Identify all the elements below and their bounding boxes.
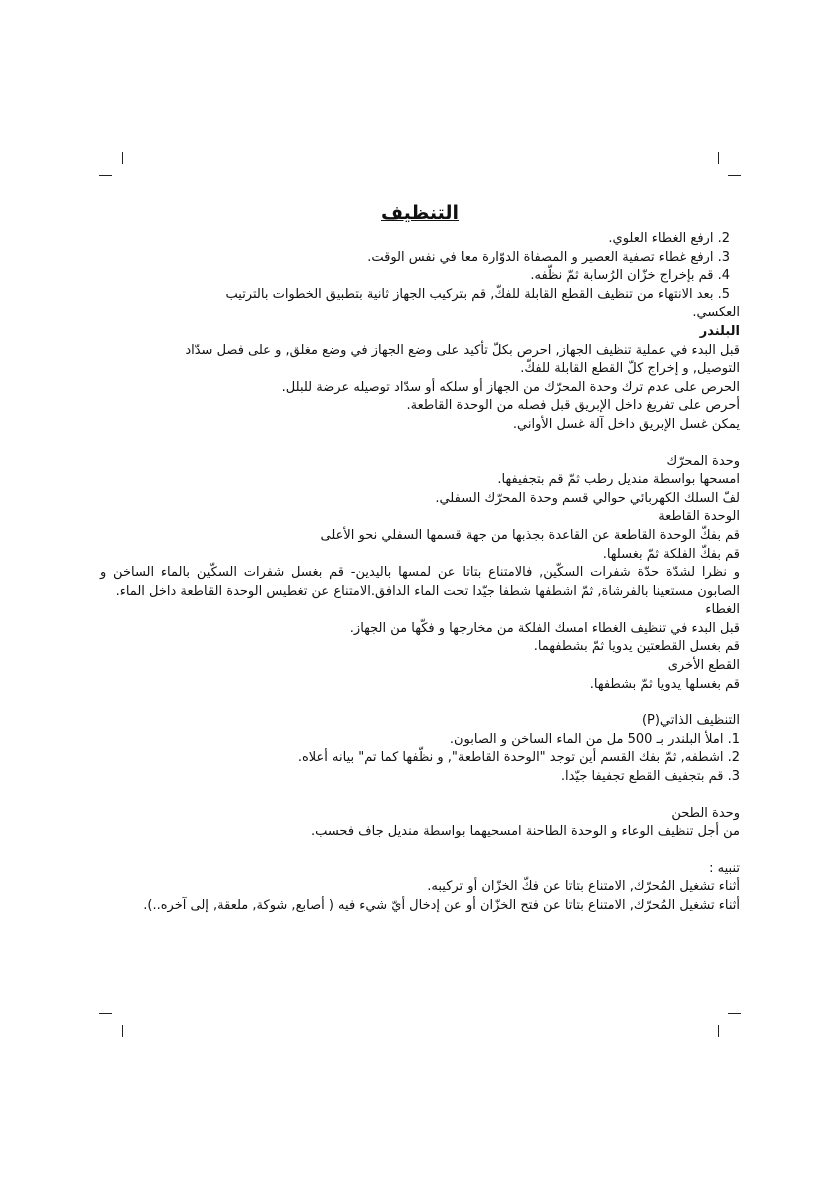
step-line: العكسي. [692, 305, 740, 321]
crop-mark-top-right-v [718, 152, 719, 164]
step-line: 3. قم بتجفيف القطع تجفيفا جيّدا. [560, 769, 740, 785]
paragraph-line: لفّ السلك الكهربائي حوالي قسم وحدة المحرّك السفلي. [435, 490, 740, 506]
section-heading-self-clean: التنظيف الذاتي(P) [641, 713, 740, 729]
paragraph-line: قم بغسلها يدويا ثمّ بشطفها. [589, 676, 740, 692]
paragraph-line: الحرص على عدم ترك وحدة المحرّك من الجهاز أو سلكه أو سدّاد توصيله عرضة للبلل. [281, 379, 740, 395]
section-heading-grinder: وحدة الطحن [671, 805, 740, 821]
paragraph-line: يمكن غسل الإبريق داخل آلة غسل الأواني. [512, 416, 740, 432]
step-line: 3. ارفع غطاء تصفية العصير و المصفاة الدوّارة معا في نفس الوقت. [367, 249, 730, 265]
crop-mark-top-right-h [728, 175, 741, 176]
paragraph-line: قبل البدء في تنظيف الغطاء امسك الفلكة من مخارجها و فكّها من الجهاز. [349, 620, 740, 636]
paragraph-line: التوصيل, و إخراج كلّ القطع القابلة للفكّ. [520, 361, 740, 377]
paragraph-line: من أجل تنظيف الوعاء و الوحدة الطاحنة امسحيهما بواسطة منديل جاف فحسب. [310, 824, 740, 840]
paragraph-line: قبل البدء في عملية تنظيف الجهاز, احرص بكلّ تأكيد على وضع الجهاز في وضع مغلق, و على فصل سدّاد [185, 342, 740, 358]
crop-mark-bottom-right-h [728, 1013, 741, 1014]
section-heading-lid: الغطاء [705, 602, 740, 618]
paragraph-line: أثناء تشغيل المُحرّك, الامتناع بتاتا عن فكّ الخزّان أو تركيبه. [427, 879, 740, 895]
paragraph-line: أحرص على تفريغ داخل الإبريق قبل فصله من الوحدة القاطعة. [406, 398, 740, 414]
crop-mark-bottom-left-v [122, 1025, 123, 1037]
section-heading-blender: البلندر [699, 323, 740, 339]
crop-mark-top-left-v [122, 152, 123, 164]
paragraph-line: امسحها بواسطة منديل رطب ثمّ قم بتجفيفها. [497, 472, 740, 488]
section-heading-warning: تنبيه : [709, 860, 740, 876]
paragraph-line: و نظرا لشدّة حدّة شفرات السكّين, فالامتناع بتاتا عن لمسها باليدين- قم بغسل شفرات السكّين بالماء الساخن و الصابون مستعينا بالفرشاة, ثمّ اشطفها شطفا جيّدا تحت الماء الدافق.الامتناع عن تغطيس الوحدة القاطعة داخل الماء. [100, 565, 740, 599]
page-title: التنظيف [380, 202, 460, 224]
step-line: 2. اشطفه, ثمّ بفك القسم أين توجد "الوحدة القاطعة", و نظّفها كما تم" بيانه أعلاه. [297, 750, 740, 766]
paragraph-line: قم بفكّ الفلكة ثمّ بغسلها. [602, 546, 740, 562]
step-line: 2. ارفع الغطاء العلوي. [608, 231, 730, 246]
paragraph-line: قم بفكّ الوحدة القاطعة عن القاعدة بجذبها من جهة قسمها السفلي نحو الأعلى [320, 527, 740, 543]
step-line: 1. املأ البلندر بـ 500 مل من الماء الساخن و الصابون. [449, 731, 740, 747]
paragraph-line: أثناء تشغيل المُحرّك, الامتناع بتاتا عن فتح الخزّان أو عن إدخال أيّ شيء فيه ( أصابع, شوكة, ملعقة, إلى آخره..). [143, 898, 740, 913]
section-heading-motor: وحدة المحرّك [666, 453, 740, 469]
step-line: 5. بعد الانتهاء من تنظيف القطع القابلة للفكّ, قم بتركيب الجهاز ثانية بتطبيق الخطوات بالترتيب [225, 286, 730, 302]
section-heading-cutter: الوحدة القاطعة [658, 509, 740, 525]
crop-mark-bottom-right-v [718, 1025, 719, 1037]
paragraph-line: قم بغسل القطعتين يدويا ثمّ بشطفهما. [533, 639, 740, 655]
step-line: 4. قم بإخراج خزّان الرُسابة ثمّ نظّفه. [530, 268, 730, 284]
section-heading-other: القطع الأخرى [667, 658, 740, 674]
document-page [100, 200, 740, 916]
crop-mark-top-left-h [99, 175, 112, 176]
crop-mark-bottom-left-h [99, 1013, 112, 1014]
